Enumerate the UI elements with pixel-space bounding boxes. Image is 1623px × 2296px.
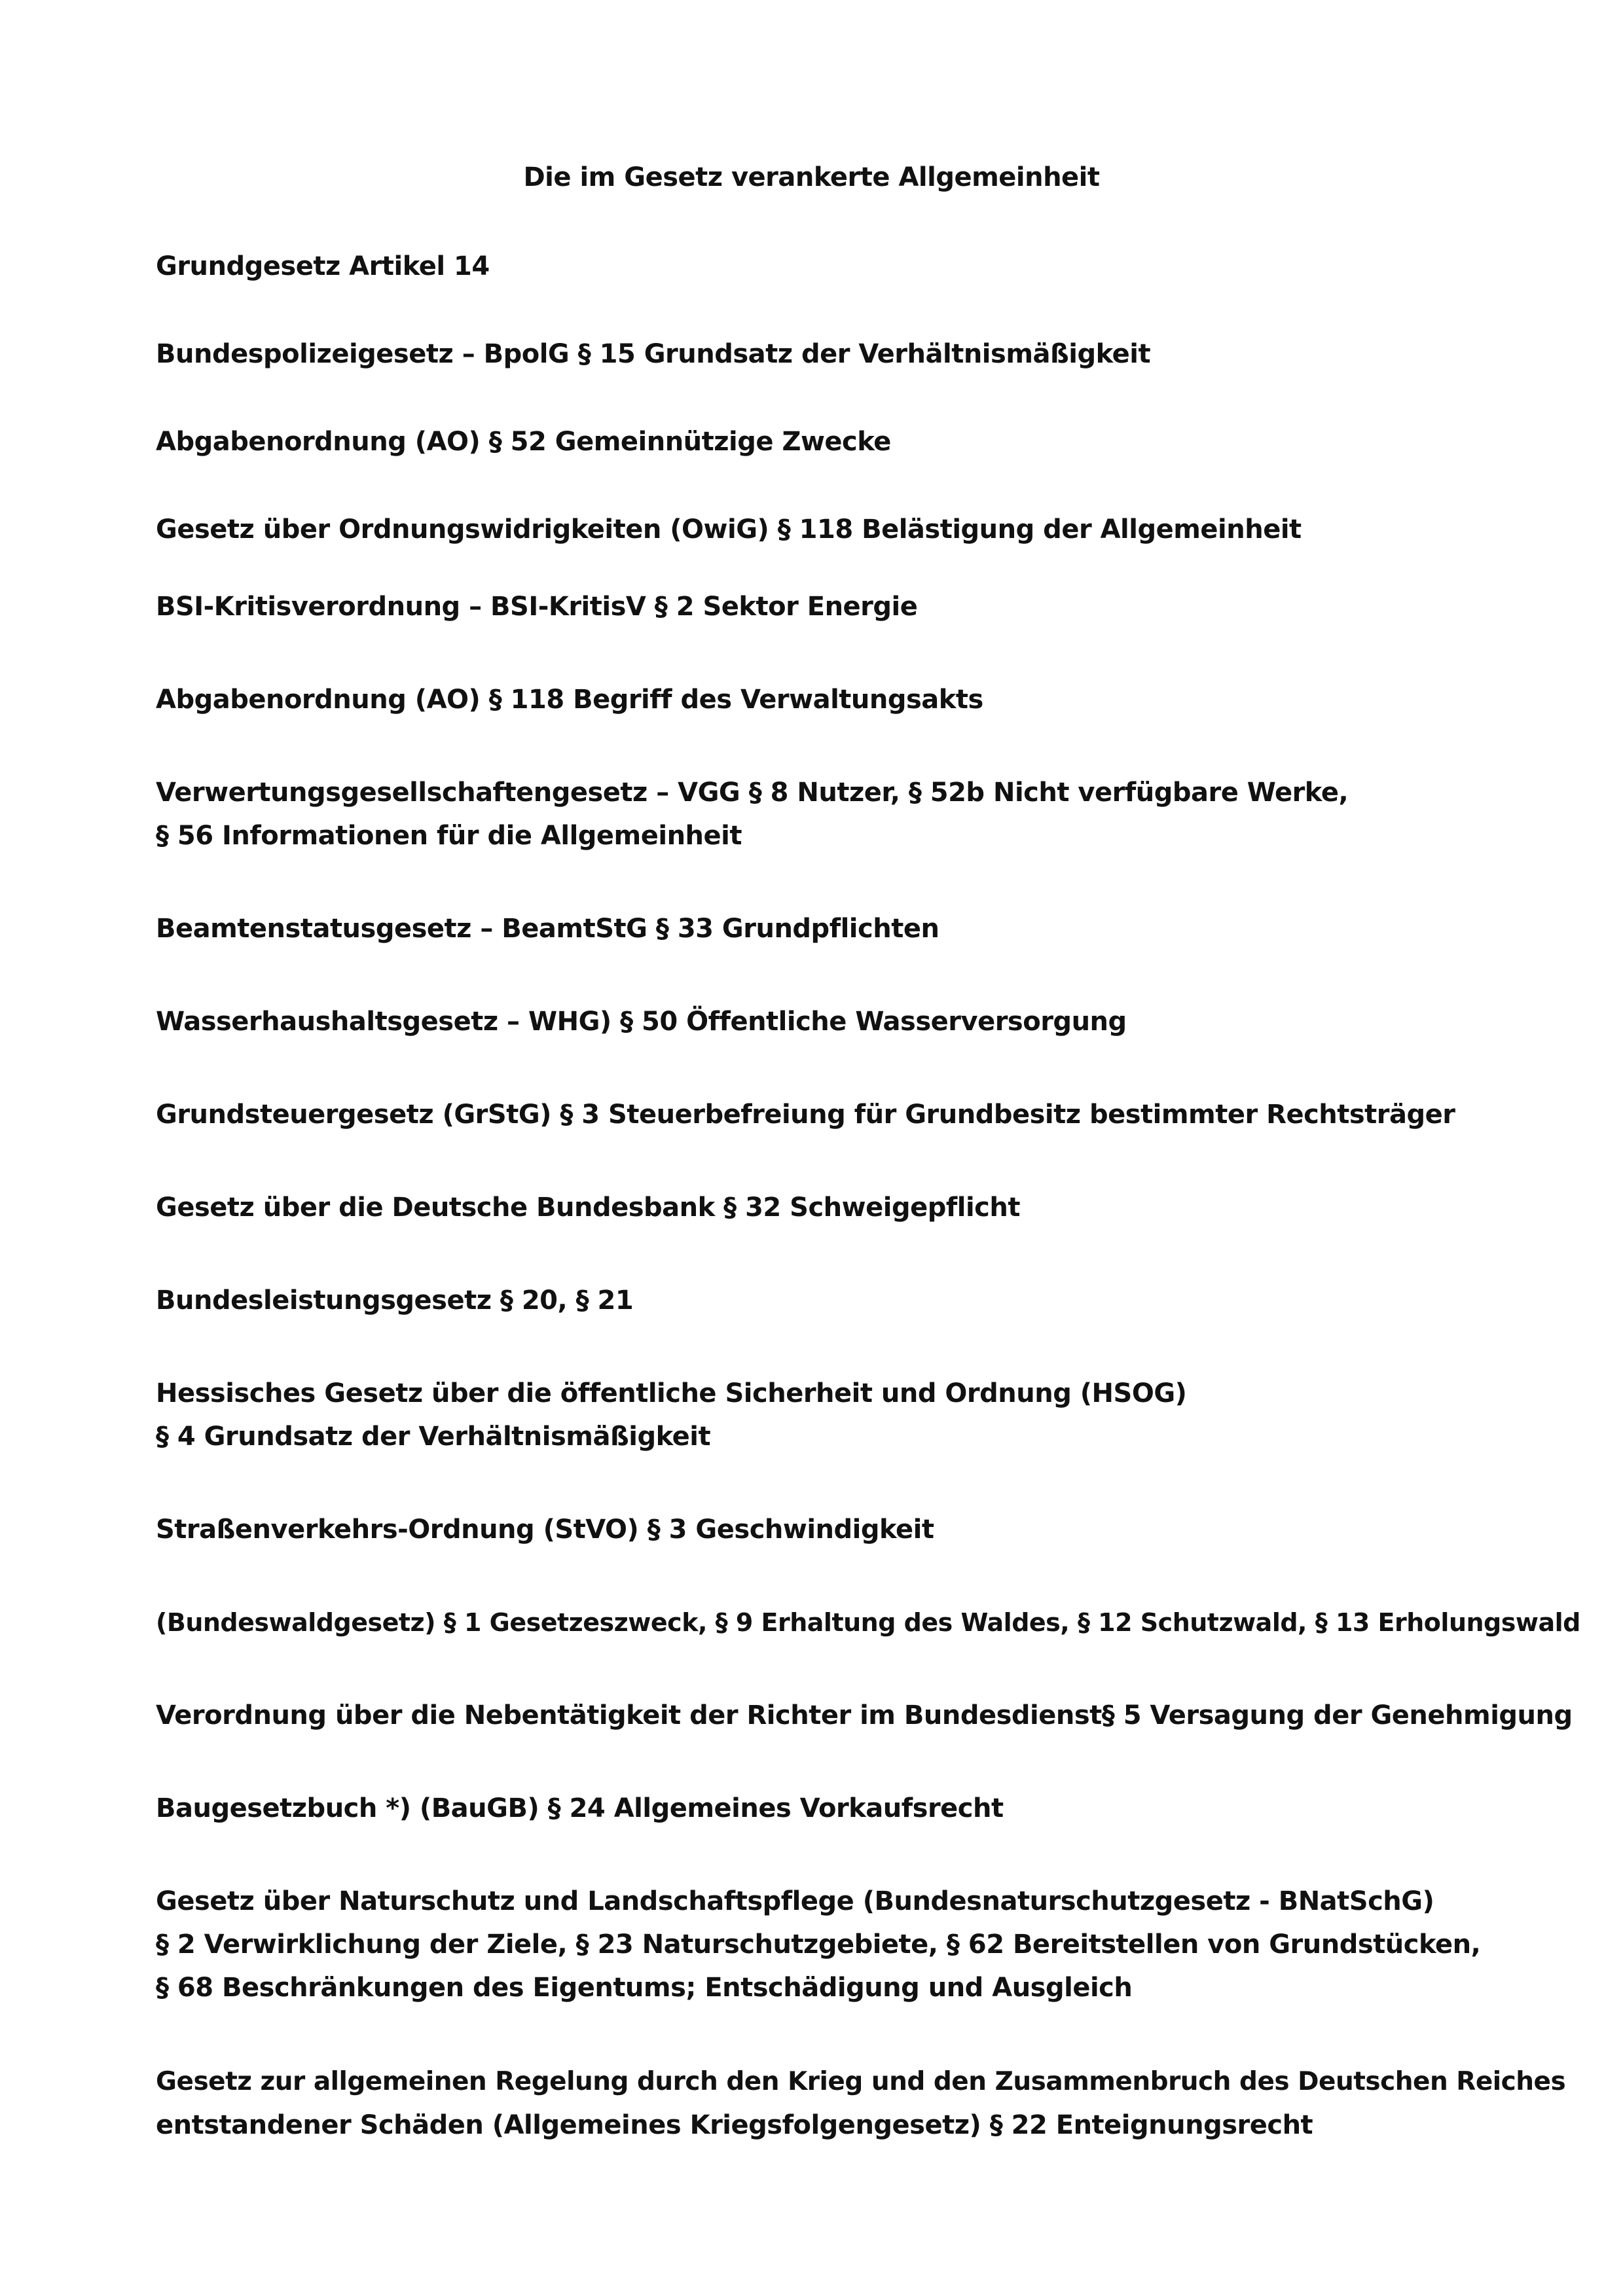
law-entry-line: § 68 Beschränkungen des Eigentums; Entschädigung und Ausgleich	[156, 1973, 1133, 2003]
law-entry	[156, 2060, 1566, 2147]
law-entry-line: Abgabenordnung (AO) § 52 Gemeinnützige Zwecke	[156, 427, 891, 457]
law-entry-line: Beamtenstatusgesetz – BeamtStG § 33 Grundpflichten	[156, 914, 939, 944]
law-entry-line: Gesetz über Naturschutz und Landschaftspflege (Bundesnaturschutzgesetz - BNatSchG)	[156, 1886, 1434, 1916]
law-entry-line: § 2 Verwirklichung der Ziele, § 23 Naturschutzgebiete, § 62 Bereitstellen von Grundstücken,	[156, 1929, 1481, 1960]
law-entry-line: Straßenverkehrs-Ordnung (StVO) § 3 Geschwindigkeit	[156, 1515, 934, 1545]
law-entry-line: Verwertungsgesellschaftengesetz – VGG § 8 Nutzer, § 52b Nicht verfügbare Werke,	[156, 778, 1349, 808]
law-entry-line: Abgabenordnung (AO) § 118 Begriff des Verwaltungsakts	[156, 685, 983, 715]
law-entry	[156, 1601, 1580, 1644]
law-entry	[156, 1093, 1531, 1136]
law-entry	[156, 1000, 1531, 1043]
law-entry	[156, 1694, 1573, 1737]
law-entry	[156, 1372, 1531, 1458]
law-entry	[156, 907, 1531, 950]
law-entry-line: Bundesleistungsgesetz § 20, § 21	[156, 1285, 634, 1316]
law-entry-line: Grundgesetz Artikel 14	[156, 251, 490, 281]
law-entry	[156, 420, 1531, 463]
law-entry	[156, 1787, 1531, 1830]
law-entry-line: entstandener Schäden (Allgemeines Kriegsfolgengesetz) § 22 Enteignungsrecht	[156, 2110, 1313, 2140]
law-entry-line: Gesetz über die Deutsche Bundesbank § 32 Schweigepflicht	[156, 1193, 1020, 1223]
law-entry	[156, 1508, 1531, 1551]
law-entry-line: Bundespolizeigesetz – BpolG § 15 Grundsatz der Verhältnismäßigkeit	[156, 339, 1151, 369]
law-entry-line: § 56 Informationen für die Allgemeinheit	[156, 821, 742, 851]
law-entry-line: BSI-Kritisverordnung – BSI-KritisV § 2 Sektor Energie	[156, 592, 918, 622]
law-entry	[156, 771, 1531, 857]
law-entry-line: Hessisches Gesetz über die öffentliche Sicherheit und Ordnung (HSOG)	[156, 1378, 1187, 1408]
law-entry-line: Verordnung über die Nebentätigkeit der Richter im Bundesdienst§ 5 Versagung der Genehmigung	[156, 1700, 1573, 1731]
law-entry-line: Baugesetzbuch *) (BauGB) § 24 Allgemeines Vorkaufsrecht	[156, 1793, 1004, 1823]
law-entry	[156, 585, 1531, 628]
law-entry	[156, 508, 1531, 551]
law-entry	[156, 678, 1531, 721]
law-entry-line: (Bundeswaldgesetz) § 1 Gesetzeszweck, § 9 Erhaltung des Waldes, § 12 Schutzwald, § 13 Erholungswald	[156, 1608, 1580, 1637]
law-entry-line: Grundsteuergesetz (GrStG) § 3 Steuerbefreiung für Grundbesitz bestimmter Rechtsträger	[156, 1100, 1455, 1130]
law-entry	[156, 1186, 1531, 1229]
law-entry-line: Wasserhaushaltsgesetz – WHG) § 50 Öffentliche Wasserversorgung	[156, 1007, 1127, 1037]
law-entry-line: § 4 Grundsatz der Verhältnismäßigkeit	[156, 1422, 711, 1452]
law-entry	[156, 332, 1531, 376]
law-entry-line: Gesetz über Ordnungswidrigkeiten (OwiG) § 118 Belästigung der Allgemeinheit	[156, 514, 1302, 545]
law-entry	[156, 1880, 1531, 2009]
law-entry	[156, 1279, 1531, 1322]
law-entry-line: Gesetz zur allgemeinen Regelung durch den Krieg und den Zusammenbruch des Deutschen Reiches	[156, 2067, 1566, 2096]
law-entry	[156, 245, 1531, 288]
document-title: Die im Gesetz verankerte Allgemeinheit	[523, 162, 1100, 192]
